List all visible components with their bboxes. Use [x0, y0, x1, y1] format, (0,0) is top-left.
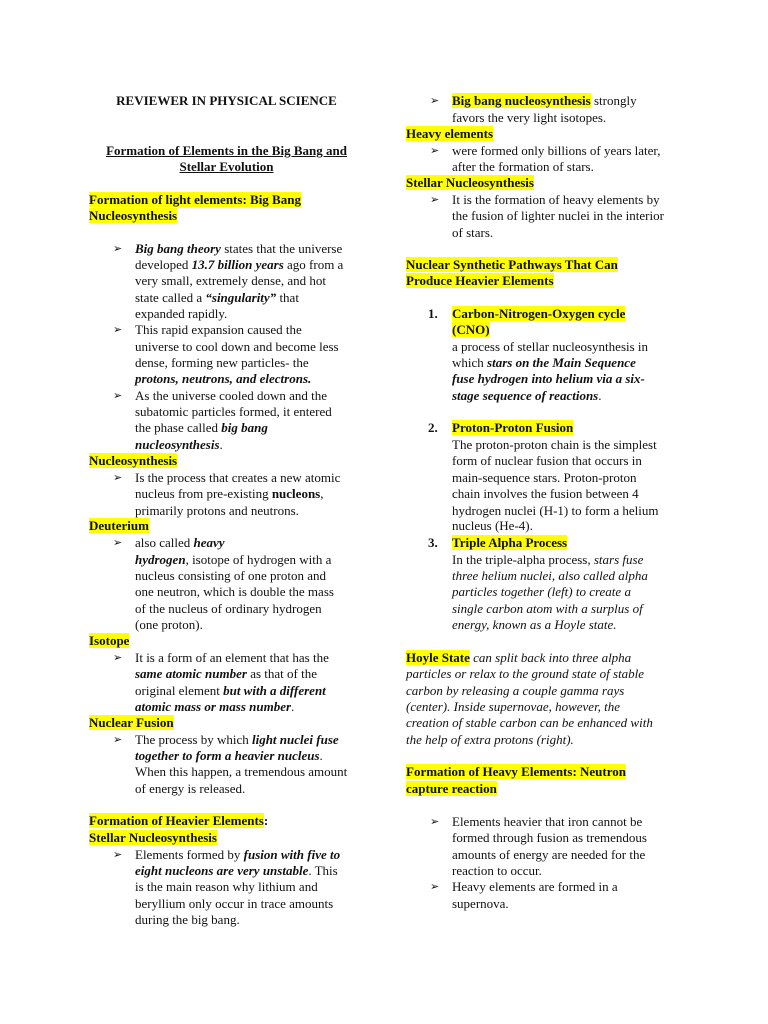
list-item-line: the phase called big bang [135, 420, 268, 435]
hoyle-text: particles or relax to the ground state of stable [406, 666, 645, 681]
list-item: Is the process that creates a new atomic [135, 470, 341, 485]
list-item: were formed only billions of years later, [452, 143, 661, 158]
cno-text: fuse hydrogen into helium via a six- [452, 371, 645, 386]
heading-isotope: Isotope [89, 633, 130, 648]
list-item: As the universe cooled down and the [135, 388, 328, 403]
list-item-line: (one proton). [135, 617, 203, 632]
list-item-line: developed 13.7 billion years ago from a [135, 257, 344, 272]
list-item-line: together to form a heavier nucleus. [135, 748, 323, 763]
bullet-icon: ➢ [113, 537, 123, 549]
list-number: 2. [428, 420, 438, 435]
list-item-line: of the nucleus of ordinary hydrogen [135, 601, 322, 616]
list-item: It is the formation of heavy elements by [452, 192, 660, 207]
list-item-line: expanded rapidly. [135, 306, 228, 321]
hoyle-text: the help of extra protons (right). [406, 732, 574, 747]
list-item-line: hydrogen, isotope of hydrogen with a [135, 552, 332, 567]
bullet-icon: ➢ [430, 95, 440, 107]
list-item-line: the fusion of lighter nuclei in the interior [452, 208, 664, 223]
bullet-icon: ➢ [430, 194, 440, 206]
hoyle-text: creation of stable carbon can be enhanced with [406, 715, 653, 730]
list-item-line: When this happen, a tremendous amount [135, 764, 348, 779]
list-item-line: reaction to occur. [452, 863, 542, 878]
ta-text: energy, known as a Hoyle state. [452, 617, 617, 632]
cno-heading-2: (CNO) [452, 322, 490, 337]
list-item-line: nucleosynthesis. [135, 437, 223, 452]
bullet-icon: ➢ [430, 816, 440, 828]
bullet-icon: ➢ [113, 324, 123, 336]
list-item-line: one neutron, which is double the mass [135, 584, 334, 599]
list-number: 1. [428, 306, 438, 321]
list-item-line: during the big bang. [135, 912, 240, 927]
list-item-line: universe to cool down and become less [135, 339, 339, 354]
pp-heading: Proton-Proton Fusion [452, 420, 574, 435]
heading-heavier-elements-2: Stellar Nucleosynthesis [89, 830, 217, 845]
bullet-icon: ➢ [430, 145, 440, 157]
list-item: also called heavy [135, 535, 225, 550]
bullet-icon: ➢ [113, 390, 123, 402]
heading-neutron-capture: Formation of Heavy Elements: Neutron [406, 764, 627, 779]
bullet-icon: ➢ [113, 734, 123, 746]
hoyle-paragraph: Hoyle State can split back into three alpha [406, 650, 632, 665]
hoyle-text: carbon by releasing a couple gamma rays [406, 683, 625, 698]
list-item-line: nucleus from pre-existing nucleons, [135, 486, 324, 501]
list-item-line: formed through fusion as tremendous [452, 830, 647, 845]
list-item: Elements heavier that iron cannot be [452, 814, 643, 829]
pp-text: main-sequence stars. Proton-proton [452, 470, 637, 485]
list-item-line: supernova. [452, 896, 509, 911]
heading-deuterium: Deuterium [89, 518, 149, 533]
list-item-line: eight nucleons are very unstable. This [135, 863, 338, 878]
heading-nucleosynthesis: Nucleosynthesis [89, 453, 178, 468]
ta-text: single carbon atom with a surplus of [452, 601, 643, 616]
bullet-icon: ➢ [430, 881, 440, 893]
ta-text: three helium nuclei, also called alpha [452, 568, 648, 583]
list-item-line: subatomic particles formed, it entered [135, 404, 332, 419]
list-item-line: primarily protons and neutrons. [135, 503, 299, 518]
list-item-line: nucleus consisting of one proton and [135, 568, 326, 583]
heading-neutron-capture-2: capture reaction [406, 781, 497, 796]
heading-stellar-nucleosynthesis: Stellar Nucleosynthesis [406, 175, 534, 190]
list-item-line: is the main reason why lithium and [135, 879, 318, 894]
cno-text: which stars on the Main Sequence [452, 355, 636, 370]
heading-heavy-elements: Heavy elements [406, 126, 494, 141]
list-item-line: state called a “singularity” that [135, 290, 299, 305]
pp-text: chain involves the fusion between 4 [452, 486, 639, 501]
list-item-line: protons, neutrons, and electrons. [135, 371, 312, 386]
pp-text: form of nuclear fusion that occurs in [452, 453, 642, 468]
page-title: REVIEWER IN PHYSICAL SCIENCE [116, 93, 337, 108]
ta-text: In the triple-alpha process, stars fuse [452, 552, 644, 567]
list-item-line: favors the very light isotopes. [452, 110, 607, 125]
list-item: Big bang nucleosynthesis strongly [452, 93, 637, 108]
list-item-line: same atomic number as that of the [135, 666, 317, 681]
pp-text: The proton-proton chain is the simplest [452, 437, 657, 452]
subtitle-line-1: Formation of Elements in the Big Bang and [106, 143, 347, 158]
list-item-line: after the formation of stars. [452, 159, 594, 174]
hoyle-text: (center). Inside supernovae, however, the [406, 699, 621, 714]
pp-text: nucleus (He-4). [452, 518, 533, 533]
bullet-icon: ➢ [113, 243, 123, 255]
bullet-icon: ➢ [113, 472, 123, 484]
cno-heading: Carbon-Nitrogen-Oxygen cycle [452, 306, 626, 321]
heading-light-elements: Formation of light elements: Big Bang [89, 192, 301, 207]
list-item: Heavy elements are formed in a [452, 879, 618, 894]
list-item-line: very small, extremely dense, and hot [135, 273, 326, 288]
heading-light-elements-2: Nucleosynthesis [89, 208, 178, 223]
cno-text: a process of stellar nucleosynthesis in [452, 339, 649, 354]
bullet-icon: ➢ [113, 652, 123, 664]
list-item-line: of stars. [452, 225, 494, 240]
cno-text: stage sequence of reactions. [452, 388, 602, 403]
list-item: The process by which light nuclei fuse [135, 732, 339, 747]
ta-heading: Triple Alpha Process [452, 535, 568, 550]
list-item: Elements formed by fusion with five to [135, 847, 341, 862]
list-number: 3. [428, 535, 438, 550]
list-item: This rapid expansion caused the [135, 322, 302, 337]
list-item-line: of energy is released. [135, 781, 246, 796]
heading-nuclear-fusion: Nuclear Fusion [89, 715, 174, 730]
list-item: It is a form of an element that has the [135, 650, 329, 665]
pp-text: hydrogen nuclei (H-1) to form a helium [452, 503, 659, 518]
list-item-line: atomic mass or mass number. [135, 699, 295, 714]
list-item-line: dense, forming new particles- the [135, 355, 309, 370]
list-item: Big bang theory states that the universe [135, 241, 343, 256]
ta-text: particles together (left) to create a [452, 584, 631, 599]
heading-heavier-elements: Formation of Heavier Elements: [89, 813, 269, 828]
heading-pathways: Nuclear Synthetic Pathways That Can [406, 257, 618, 272]
bullet-icon: ➢ [113, 849, 123, 861]
heading-pathways-2: Produce Heavier Elements [406, 273, 554, 288]
list-item-line: beryllium only occur in trace amounts [135, 896, 334, 911]
list-item-line: amounts of energy are needed for the [452, 847, 646, 862]
subtitle-line-2: Stellar Evolution [179, 159, 274, 174]
list-item-line: original element but with a different [135, 683, 326, 698]
